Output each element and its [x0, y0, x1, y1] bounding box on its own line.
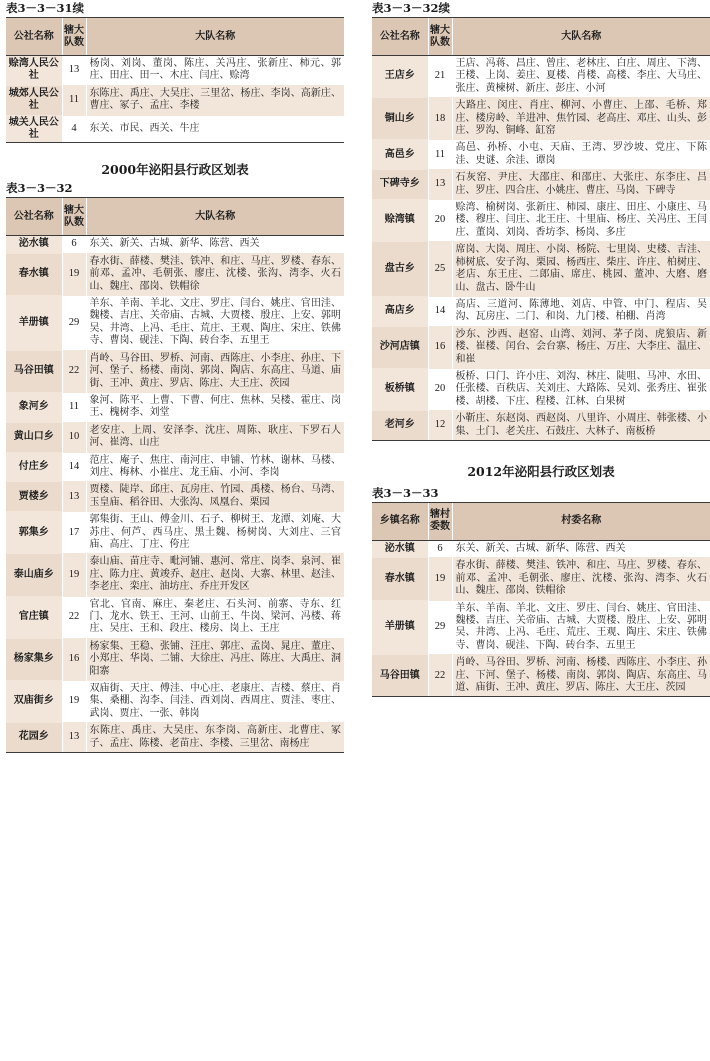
unit-list: 东关、新关、古城、新华、陈营、西关 [452, 540, 710, 557]
table-row [372, 242, 710, 297]
table-header-row [372, 502, 710, 540]
unit-list: 春水街、薛楼、樊洼、铁冲、和庄、马庄、罗楼、春东、前邓、孟冲、毛朝张、廖庄、沈楼、张沟、湾李、火石山、魏庄、邵岗、铁帽徐 [452, 558, 710, 600]
unit-name: 下碑寺乡 [372, 170, 428, 200]
unit-count: 19 [62, 681, 86, 723]
unit-count: 12 [428, 411, 452, 441]
unit-name: 羊册镇 [372, 600, 428, 655]
header-name: 公社名称 [372, 18, 428, 56]
unit-count: 22 [62, 350, 86, 392]
table-row [6, 56, 344, 86]
unit-name: 高店乡 [372, 296, 428, 326]
unit-list: 席岗、大岗、周庄、小岗、杨院、七里岗、史楼、吉洼、柿树底、安子沟、栗园、杨西庄、柴庄、许庄、柏树庄、老店、东王庄、二郎庙、席庄、桃园、董冲、大磨、磨山、盘古、卧牛山 [452, 242, 710, 297]
unit-list: 郭集街、王山、傅金川、石子、柳树王、龙潭、刘庵、大苏庄、何芦、西马庄、黑土魏、杨树岗、大刘庄、三官庙、高庄、丁庄、侉庄 [86, 512, 344, 554]
table-row [372, 655, 710, 697]
table-row [6, 723, 344, 753]
unit-count: 11 [62, 85, 86, 115]
table-row [372, 558, 710, 600]
unit-name: 沙河店镇 [372, 326, 428, 368]
table-row [6, 350, 344, 392]
header-list: 大队名称 [86, 198, 344, 236]
table-row [372, 296, 710, 326]
unit-count: 17 [62, 512, 86, 554]
unit-list: 小靳庄、东赵岗、西赵岗、八里许、小周庄、韩张楼、小集、土门、老关庄、石鼓庄、大林子、南板桥 [452, 411, 710, 441]
unit-list: 东关、新关、古城、新华、陈营、西关 [86, 236, 344, 253]
header-name: 乡镇名称 [372, 502, 428, 540]
unit-list: 羊东、羊南、羊北、文庄、罗庄、闫台、姚庄、官田洼、魏楼、吉庄、关帝庙、古城、大贾楼、殷庄、上安、郭明吴、井湾、上冯、毛庄、荒庄、王观、陶庄、宋庄、铁佛寺、曹岗、砚洼、下陶、砖台李、五里王 [452, 600, 710, 655]
unit-list: 肖岭、马谷田、罗桥、河南、杨楼、西陈庄、小李庄、孙庄、下河、堡子、杨楼、南岗、郭岗、陶店、东高庄、马道、庙街、王冲、黄庄、罗店、陈庄、大王庄、茨园 [452, 655, 710, 697]
unit-name: 铜山乡 [372, 98, 428, 140]
township-table [6, 197, 344, 753]
township-table [372, 17, 710, 441]
unit-list: 泰山庙、苗庄寺、毗河铺、惠河、常庄、岗李、泉河、崔庄、陈力庄、黄竣乔、赵庄、赵岗、大寨、林里、赵洼、李老庄、栾庄、油坊庄、乔庄开发区 [86, 554, 344, 596]
unit-list: 老安庄、上周、安泽李、沈庄、周陈、耿庄、下罗石人河、崔湾、山庄 [86, 422, 344, 452]
unit-count: 14 [62, 452, 86, 482]
unit-count: 11 [428, 140, 452, 170]
table-row [372, 600, 710, 655]
unit-name: 羊册镇 [6, 296, 62, 351]
table-caption: 表3－3－32续 [372, 1, 451, 15]
unit-list: 肖岭、马谷田、罗桥、河南、西陈庄、小李庄、孙庄、下河、堡子、杨楼、南岗、郭岗、陶店、东高庄、马道、庙街、王冲、黄庄、罗店、陈庄、大王庄、茨园 [86, 350, 344, 392]
unit-count: 13 [62, 56, 86, 86]
table-row [372, 411, 710, 441]
table-row [372, 200, 710, 242]
unit-list: 高店、三道河、陈薄地、刘店、中管、中门、程店、吴沟、瓦房庄、二门、和岗、九门楼、柏棚、肖湾 [452, 296, 710, 326]
unit-name: 城关人民公社 [6, 115, 62, 143]
header-count: 辖大队数 [428, 18, 452, 56]
unit-list: 沙东、沙西、赵窑、山湾、刘河、茅子岗、虎狼店、新楼、崔楼、闰台、会台寨、杨庄、万庄、大李庄、温庄、和崔 [452, 326, 710, 368]
unit-name: 贾楼乡 [6, 482, 62, 512]
unit-count: 20 [428, 368, 452, 410]
unit-list: 春水街、薛楼、樊洼、铁冲、和庄、马庄、罗楼、春东、前邓、孟冲、毛朝张、廖庄、沈楼、张沟、湾李、火石山、魏庄、邵岗、铁帽徐 [86, 253, 344, 295]
table-caption: 表3－3－33 [372, 485, 439, 500]
unit-list: 象河、陈平、上曹、下曹、何庄、焦林、吴楼、霍庄、岗王、槐树李、刘堂 [86, 392, 344, 422]
table-header-row [6, 198, 344, 236]
unit-name: 板桥镇 [372, 368, 428, 410]
unit-name: 双庙街乡 [6, 681, 62, 723]
table-header-row [372, 18, 710, 56]
unit-list: 羊东、羊南、羊北、文庄、罗庄、闫台、姚庄、官田洼、魏楼、吉庄、关帝庙、古城、大贾楼、殷庄、上安、郭明吴、井湾、上冯、毛庄、荒庄、王观、陶庄、宋庄、铁佛寺、曹岗、砚洼、下陶、砖台李、五里王 [86, 296, 344, 351]
unit-count: 21 [428, 56, 452, 98]
section-title: 2012年泌阳县行政区划表 [467, 463, 615, 479]
header-list: 大队名称 [86, 18, 344, 56]
table-row [6, 296, 344, 351]
unit-count: 4 [62, 115, 86, 143]
unit-count: 25 [428, 242, 452, 297]
unit-name: 付庄乡 [6, 452, 62, 482]
table-row [372, 368, 710, 410]
unit-count: 18 [428, 98, 452, 140]
unit-name: 春水镇 [372, 558, 428, 600]
unit-count: 19 [62, 253, 86, 295]
village-table [372, 502, 710, 697]
unit-list: 板桥、口门、许小庄、刘沟、林庄、陡咀、马冲、水田、任张楼、百秩店、关刘庄、大路陈、吴刘、张秀庄、崔张楼、胡楼、下庄、程楼、江林、白果树 [452, 368, 710, 410]
unit-name: 郭集乡 [6, 512, 62, 554]
unit-name: 杨家集乡 [6, 638, 62, 680]
header-name: 公社名称 [6, 198, 62, 236]
unit-list: 大路庄、闵庄、肖庄、柳河、小曹庄、上邵、毛桥、郑庄、楼房岭、羊进冲、焦竹园、老高庄、邓庄、山头、彭庄、罗沟、铜峰、缸窑 [452, 98, 710, 140]
unit-name: 赊湾人民公社 [6, 56, 62, 86]
table-caption: 表3－3－31续 [6, 1, 85, 15]
unit-list: 石灰窑、尹庄、大邵庄、和邵庄、大张庄、东李庄、吕庄、罗庄、四合庄、小姚庄、曹庄、马岗、下碑寺 [452, 170, 710, 200]
unit-count: 6 [428, 540, 452, 557]
commune-table [6, 17, 344, 143]
unit-count: 14 [428, 296, 452, 326]
unit-name: 老河乡 [372, 411, 428, 441]
unit-count: 13 [62, 723, 86, 753]
unit-name: 泌水镇 [372, 540, 428, 557]
unit-name: 花园乡 [6, 723, 62, 753]
table-row [372, 170, 710, 200]
unit-name: 赊湾镇 [372, 200, 428, 242]
unit-name: 王店乡 [372, 56, 428, 98]
unit-list: 双庙街、天庄、傅洼、中心庄、老康庄、吉楼、蔡庄、肖集、桑棚、沟李、闫洼、西刘岗、西周庄、贾洼、枣庄、武岗、贾庄、一张、韩岗 [86, 681, 344, 723]
table-header-row [6, 18, 344, 56]
unit-list: 王店、冯蒋、昌庄、曾庄、老林庄、白庄、周庄、下湾、王楼、上岗、姜庄、夏楼、肖楼、高楼、李庄、大马庄、张庄、黄楝树、新庄、彭庄、小河 [452, 56, 710, 98]
table-row [6, 115, 344, 143]
unit-list: 官北、官南、麻庄、秦老庄、石头河、前寨、寺东、红门、龙水、铁王、王河、山前王、牛岗、梁河、冯楼、蒋庄、吴庄、王和、段庄、楼房、岗上、王庄 [86, 596, 344, 638]
unit-name: 象河乡 [6, 392, 62, 422]
table-row [6, 638, 344, 680]
table-row [6, 596, 344, 638]
table-row [372, 140, 710, 170]
table-row [6, 253, 344, 295]
unit-list: 贾楼、陡岸、邱庄、瓦房庄、竹园、禹楼、杨台、马湾、玉皇庙、稻谷田、大张沟、凤凰台、栗园 [86, 482, 344, 512]
table-row [6, 482, 344, 512]
table-row [6, 512, 344, 554]
table-row [6, 452, 344, 482]
table-row [372, 56, 710, 98]
unit-count: 29 [428, 600, 452, 655]
header-count: 辖大队数 [62, 18, 86, 56]
unit-list: 东关、市民、西关、牛庄 [86, 115, 344, 143]
header-list: 村委名称 [452, 502, 710, 540]
header-count: 辖村委数 [428, 502, 452, 540]
table-row [372, 540, 710, 557]
header-name: 公社名称 [6, 18, 62, 56]
table-row [6, 554, 344, 596]
unit-name: 春水镇 [6, 253, 62, 295]
table-row [6, 85, 344, 115]
header-list: 大队名称 [452, 18, 710, 56]
table-row [372, 98, 710, 140]
unit-name: 马谷田镇 [372, 655, 428, 697]
unit-list: 高邑、孙桥、小屯、天庙、王湾、罗沙坡、党庄、下陈洼、史谜、余洼、谭岗 [452, 140, 710, 170]
unit-list: 东陈庄、禹庄、大吴庄、三里岔、杨庄、李岗、高新庄、曹庄、冢子、孟庄、李楼 [86, 85, 344, 115]
unit-list: 杨家集、王稳、张铺、汪庄、郭庄、孟岗、晁庄、董庄、小郑庄、华岗、二铺、大徐庄、冯庄、陈庄、大禹庄、洞阳寨 [86, 638, 344, 680]
unit-count: 13 [428, 170, 452, 200]
unit-count: 20 [428, 200, 452, 242]
section-title: 2000年泌阳县行政区划表 [101, 162, 249, 178]
unit-count: 13 [62, 482, 86, 512]
unit-count: 16 [62, 638, 86, 680]
unit-list: 杨岗、刘岗、董岗、陈庄、关冯庄、张新庄、柿元、郭庄、田庄、田一、木庄、闫庄、赊湾 [86, 56, 344, 86]
header-count: 辖大队数 [62, 198, 86, 236]
right-column [372, 0, 710, 697]
table-caption: 表3－3－32 [6, 181, 73, 196]
unit-count: 22 [428, 655, 452, 697]
unit-count: 19 [428, 558, 452, 600]
unit-count: 22 [62, 596, 86, 638]
unit-count: 10 [62, 422, 86, 452]
unit-count: 11 [62, 392, 86, 422]
unit-name: 黄山口乡 [6, 422, 62, 452]
table-row [6, 392, 344, 422]
unit-list: 赊湾、榆树岗、张新庄、柿园、康庄、田庄、小康庄、马楼、穆庄、闫庄、北王庄、十里庙、杨庄、关冯庄、王闫庄、董岗、刘岗、香坊李、杨岗、多庄 [452, 200, 710, 242]
unit-list: 范庄、庵子、焦庄、南河庄、申铺、竹林、谢林、马楼、刘庄、梅林、小崔庄、龙王庙、小河、李岗 [86, 452, 344, 482]
unit-name: 泌水镇 [6, 236, 62, 253]
unit-count: 6 [62, 236, 86, 253]
unit-count: 29 [62, 296, 86, 351]
table-row [6, 681, 344, 723]
unit-name: 盘古乡 [372, 242, 428, 297]
unit-name: 高邑乡 [372, 140, 428, 170]
unit-count: 16 [428, 326, 452, 368]
table-row [372, 326, 710, 368]
table-row [6, 236, 344, 253]
unit-name: 泰山庙乡 [6, 554, 62, 596]
unit-list: 东陈庄、禹庄、大吴庄、东李岗、高新庄、北曹庄、冢子、孟庄、陈楼、老苗庄、李楼、三里岔、南杨庄 [86, 723, 344, 753]
unit-name: 城郊人民公社 [6, 85, 62, 115]
unit-name: 马谷田镇 [6, 350, 62, 392]
unit-name: 官庄镇 [6, 596, 62, 638]
unit-count: 19 [62, 554, 86, 596]
table-row [6, 422, 344, 452]
left-column [6, 0, 344, 753]
